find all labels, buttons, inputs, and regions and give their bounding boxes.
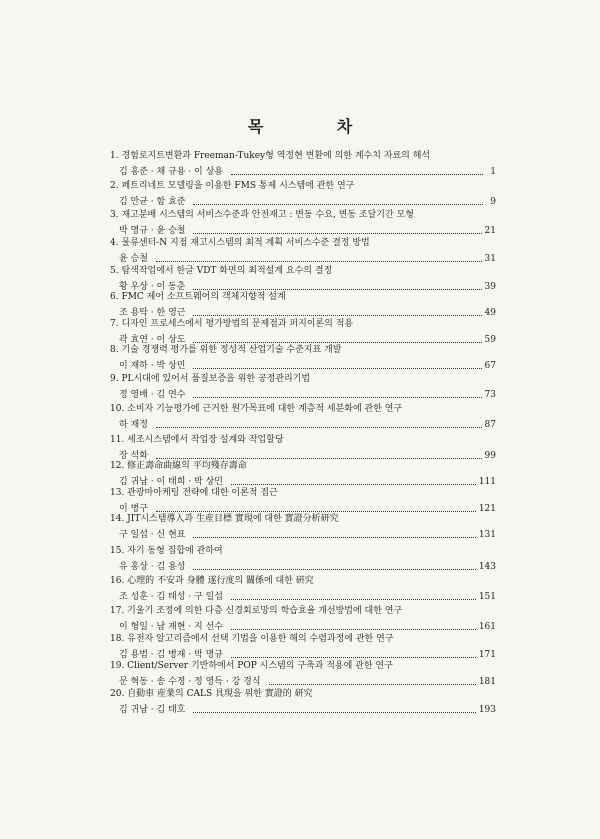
dot-leader [231,657,476,658]
toc-entry [110,545,496,573]
entry-authors: 박 명규 · 윤 승철 [119,226,186,236]
dot-leader [193,712,475,713]
entry-authors: 하 재정 [119,420,148,430]
entry-title: 7. 디자인 프로세스에서 평가방법의 문제점과 퍼지이론의 적용 [110,319,354,329]
entry-page: 181 [478,677,496,687]
entry-page: 151 [478,592,496,602]
toc-entry [110,150,496,178]
dot-leader [156,458,482,459]
entry-authors: 이 형일 · 남 재현 · 지 선수 [119,622,223,632]
entry-authors: 김 귀남 · 김 태호 [119,705,186,715]
entry-title: 14. JIT시스템導入과 生産目標 實現에 대한 實證分析研究 [110,514,339,524]
dot-leader [269,684,476,685]
dot-leader [231,484,476,485]
entry-title: 9. PL시대에 있어서 품질보증을 위한 공정관리기법 [110,374,311,384]
toc-entry [110,209,496,237]
toc-entry [110,660,496,688]
entry-title: 20. 自動車 産業의 CALS 具現을 위한 實證的 研究 [110,689,313,699]
dot-leader [193,342,481,343]
entry-authors: 정 영배 · 김 연수 [119,390,186,400]
toc-entry [110,605,496,633]
entry-page: 111 [478,477,496,487]
entry-authors: 이 재하 · 박 상민 [119,361,186,371]
dot-leader [156,511,476,512]
entry-title: 2. 페트리네트 모델링을 이용한 FMS 통제 시스템에 관한 연구 [110,181,355,191]
entry-authors: 이 병구 [119,504,148,514]
toc-entry [110,487,496,515]
entry-title: 8. 기술 경쟁력 평가를 위한 정성적 산업기술 수준지표 개발 [110,345,342,355]
dot-leader [193,289,481,290]
dot-leader [231,629,476,630]
toc-entry [110,265,496,293]
entry-authors: 김 만균 · 함 효준 [119,197,186,207]
entry-page: 87 [484,420,496,430]
entry-page: 171 [478,650,496,660]
entry-title: 5. 탐색작업에서 한글 VDT 화면의 최적설계 요수의 결정 [110,266,333,276]
toc-entry [110,318,496,346]
toc-entry [110,688,496,716]
entry-authors: 유 홍상 · 김 용성 [119,562,186,572]
dot-leader [193,569,475,570]
entry-page: 59 [484,335,496,345]
entry-authors: 윤 승철 [119,254,148,264]
entry-title: 12. 修正壽命曲線의 平均殘存壽命 [110,461,247,471]
entry-title: 4. 물류센터-N 지점 재고시스템의 최적 계획 서비스수준 결정 방법 [110,238,370,248]
entry-title: 13. 관광마아케팅 전략에 대한 이론적 접근 [110,488,278,498]
toc-entry [110,237,496,265]
toc-entry [110,434,496,462]
toc-entry [110,460,496,488]
entry-title: 18. 유전자 알고리즘에서 선택 기법을 이용한 해의 수렴과정에 관한 연구 [110,634,394,644]
entry-page: 121 [478,504,496,514]
entry-authors: 조 성훈 · 김 태성 · 구 일섭 [119,592,223,602]
entry-authors: 문 혁동 · 송 수정 · 정 영득 · 강 경식 [119,677,261,687]
entry-page: 1 [490,167,496,177]
entry-page: 131 [478,530,496,540]
toc-entry [110,344,496,372]
dot-leader [193,233,481,234]
entry-title: 17. 기울기 조정에 의한 다층 신경회로망의 학습효율 개선방법에 대한 연구 [110,606,403,616]
entry-title: 16. 心理的 不安과 身體 遂行度의 關係에 대한 硏究 [110,576,314,586]
toc-entry [110,575,496,603]
entry-authors: 김 귀남 · 이 태희 · 박 상민 [119,477,223,487]
entry-page: 99 [484,451,496,461]
entry-authors: 구 일섭 · 신 현표 [119,530,186,540]
entry-title: 11. 세조시스템에서 작업장 설계와 작업할당 [110,435,284,445]
entry-title: 10. 소비자 기능평가에 근거한 원가목표에 대한 계층적 세분화에 관한 연구 [110,404,403,414]
toc-entry [110,291,496,319]
dot-leader [156,427,482,428]
dot-leader [193,368,481,369]
entry-authors: 황 우상 · 이 동춘 [119,282,186,292]
entry-page: 161 [478,622,496,632]
entry-title: 15. 자기 동형 집합에 관하여 [110,546,223,556]
toc-entry [110,633,496,661]
entry-page: 73 [484,390,496,400]
dot-leader [156,261,482,262]
entry-page: 193 [478,705,496,715]
entry-page: 21 [484,226,496,236]
toc-entry [110,513,496,541]
page-title: 목 차 [247,117,387,136]
entry-page: 9 [490,197,496,207]
entry-title: 1. 경험로지트변환과 Freeman-Tukey형 역정현 변환에 의한 계수치 자료의 해석 [110,151,431,161]
entry-authors: 조 용탁 · 한 영근 [119,308,186,318]
entry-page: 67 [484,361,496,371]
dot-leader [193,204,483,205]
entry-page: 31 [484,254,496,264]
dot-leader [193,537,475,538]
entry-authors: 김 용범 · 김 병재 · 박 명규 [119,650,223,660]
entry-authors: 김 홍준 · 채 규용 · 이 상용 [119,167,223,177]
dot-leader [193,397,481,398]
dot-leader [193,315,481,316]
entry-authors: 곽 효연 · 이 상도 [119,335,186,345]
entry-title: 6. FMC 제어 소프트웨어의 객체지향적 설계 [110,292,286,302]
entry-page: 49 [484,308,496,318]
dot-leader [231,599,476,600]
toc-entry [110,403,496,431]
entry-title: 3. 재고분배 시스템의 서비스수준과 안전재고 : 변동 수요, 변동 조달기간 모형 [110,210,414,220]
toc-entry [110,373,496,401]
dot-leader [231,174,483,175]
toc-entry [110,180,496,208]
entry-page: 143 [478,562,496,572]
entry-title: 19. Client/Server 기반하에서 POP 시스템의 구축과 적용에 관한 연구 [110,661,393,671]
entry-authors: 장 석화 [119,451,148,461]
entry-page: 39 [484,282,496,292]
